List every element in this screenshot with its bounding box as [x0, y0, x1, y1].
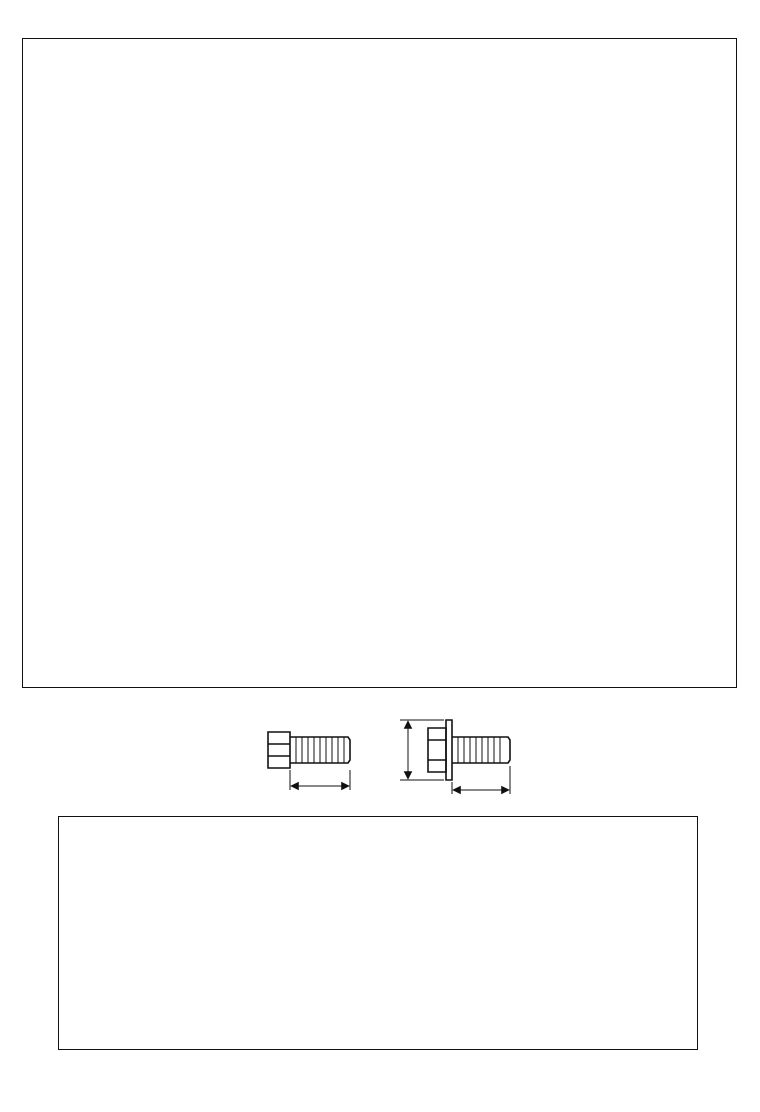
- hex-head-left: [268, 732, 290, 768]
- parts-table: [58, 816, 698, 1050]
- type-grid: [22, 38, 737, 688]
- bolt-dimension-diagram: [250, 710, 540, 810]
